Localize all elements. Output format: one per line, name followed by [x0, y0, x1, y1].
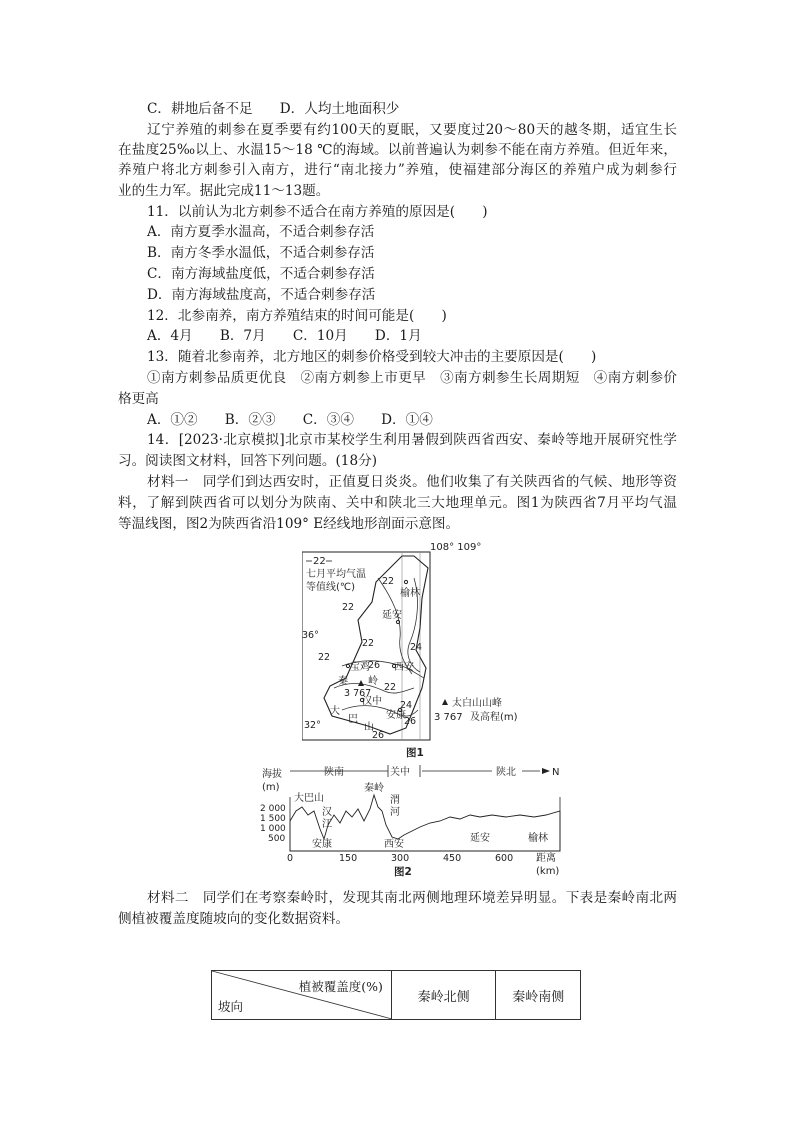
feature-han: 汉: [322, 807, 332, 818]
isotherm-label: 22: [382, 576, 395, 587]
feature-wei: 渭: [390, 795, 400, 806]
y-tick: 1 500: [260, 814, 286, 824]
q11-option-c: C．南方海域盐度低，不适合刺参存活: [147, 266, 375, 282]
x-tick: 450: [443, 853, 462, 864]
question-14-cont: 习。阅读图文材料，回答下列问题。(18分): [118, 453, 377, 469]
peak-elevation: 3 767: [344, 688, 372, 699]
north-arrow-icon: [542, 768, 550, 774]
y-tick: 500: [268, 834, 286, 844]
legend-isotherm-value: 22: [313, 556, 326, 567]
material-1-line-3: 等温线图，图2为陕西省沿109° E经线地形剖面示意图。: [118, 516, 460, 532]
passage-line-1: 辽宁养殖的刺参在夏季要有约100天的夏眠，又要度过20～80天的越冬期，适宜生长: [147, 122, 677, 138]
y-tick: 2 000: [260, 804, 286, 814]
y-axis-label-2: (m): [262, 782, 280, 793]
isotherm-label: 22: [318, 652, 331, 663]
q13-statements-cont: 格更高: [118, 391, 159, 407]
x-axis-label-1: 距离: [536, 853, 556, 864]
city-hanzhong: 汉中: [362, 696, 382, 707]
x-tick: 0: [287, 853, 294, 864]
legend-peak-label-2: 及高程(m): [470, 712, 518, 723]
longitude-labels: 108° 109°: [430, 542, 482, 553]
mountain-ba: 巴: [348, 714, 358, 725]
figure-2-caption: 图2: [394, 866, 412, 878]
q11-option-d: D．南方海域盐度高，不适合刺参存活: [147, 287, 376, 303]
isotherm-label: 26: [404, 716, 417, 727]
q13-options: A．①② B．②③ C．③④ D．①④: [147, 412, 433, 428]
passage-line-4: 业的生力军。据此完成11～13题。: [118, 183, 330, 199]
mountain-shan: 山: [364, 722, 374, 733]
header-qinling-north: 秦岭北侧: [391, 971, 495, 1020]
isotherm-label: 24: [400, 700, 413, 711]
isotherm-label: 22: [362, 638, 375, 649]
q11-option-a: A．南方夏季水温高，不适合刺参存活: [147, 224, 375, 240]
q12-options: A．4月 B．7月 C．10月 D．1月: [147, 328, 422, 344]
question-12: 12．北参南养，南方养殖结束的时间可能是( ): [147, 308, 447, 324]
q13-statements: ①南方刺参品质更优良 ②南方刺参上市更早 ③南方刺参生长周期短 ④南方刺参价: [147, 370, 677, 386]
city-yulin: 榆林: [400, 588, 420, 599]
header-qinling-south: 秦岭南侧: [496, 971, 581, 1020]
material-2-line-2: 侧植被覆盖度随坡向的变化数据资料。: [118, 911, 350, 927]
feature-jiang: 江: [322, 819, 332, 830]
question-11: 11．以前认为北方刺参不适合在南方养殖的原因是( ): [147, 204, 488, 220]
isotherm-label: 22: [384, 682, 397, 693]
y-axis-label-1: 海拔: [262, 769, 282, 780]
feature-ankang: 安康: [312, 839, 332, 850]
x-tick: 600: [495, 853, 514, 864]
city-ankang: 安康: [386, 710, 406, 721]
city-dot: [404, 580, 407, 583]
city-xian: 西安: [394, 662, 414, 673]
legend-peak-elevation: 3 767: [434, 712, 463, 723]
figure-1-isotherm-map: [302, 538, 632, 763]
city-baoji: 宝鸡: [350, 662, 370, 673]
north-label: N: [552, 767, 560, 778]
isotherm-label: 24: [410, 642, 423, 653]
isotherm-label: 26: [368, 660, 381, 671]
latitude-32: 32°: [304, 720, 321, 731]
header-vegetation-cover: 植被覆盖度(%): [298, 979, 383, 994]
material-1-line-2: 料，了解到陕西省可以划分为陕南、关中和陕北三大地理单元。图1为陕西省7月平均气温: [118, 495, 677, 511]
feature-yulin: 榆林: [528, 833, 548, 844]
feature-dabashan: 大巴山: [294, 793, 324, 804]
passage-line-2: 在盐度25‰以上、水温15～18 ℃的海域。以前普遍认为刺参不能在南方养殖。但近年来，: [118, 142, 677, 158]
table-diagonal-header: [212, 971, 392, 1020]
header-slope-aspect: 坡向: [218, 999, 244, 1014]
mountain-qin: 秦: [338, 676, 348, 687]
legend-title-1: 七月平均气温: [306, 569, 366, 580]
region-shaanbei: 陕北: [496, 767, 516, 778]
passage-line-3: 养殖户将北方刺参引入南方，进行“南北接力”养殖，使福建部分海区的养殖户成为刺参行: [118, 162, 677, 178]
option-cd: C．耕地后备不足 D．人均土地面积少: [147, 101, 400, 117]
material-1-line-1: 材料一 同学们到达西安时，正值夏日炎炎。他们收集了有关陕西省的气候、地形等资: [147, 474, 677, 490]
isotherm-label: 22: [342, 602, 355, 613]
feature-qinling: 秦岭: [364, 783, 384, 794]
feature-yanan: 延安: [470, 833, 490, 844]
latitude-36: 36°: [302, 630, 319, 641]
vegetation-table: [211, 970, 581, 1020]
q11-option-b: B．南方冬季水温低，不适合刺参存活: [147, 245, 375, 261]
feature-xian: 西安: [384, 839, 404, 850]
question-14: 14．[2023·北京模拟]北京市某校学生利用暑假到陕西省西安、秦岭等地开展研究性学: [147, 432, 677, 448]
peak-icon: [358, 680, 364, 686]
feature-he: 河: [390, 807, 400, 818]
x-tick: 150: [339, 853, 358, 864]
legend-peak-label-1: 太白山山峰: [452, 698, 502, 709]
mountain-ling: 岭: [368, 676, 378, 687]
city-yanan: 延安: [382, 610, 402, 621]
legend-title-2: 等值线(℃): [306, 582, 356, 593]
x-axis-label-2: (km): [536, 866, 560, 877]
table-header-row: [212, 971, 581, 1020]
isotherm-label: 26: [372, 730, 385, 741]
material-2-line-1: 材料二 同学们在考察秦岭时，发现其南北两侧地理环境差异明显。下表是秦岭南北两: [147, 890, 677, 906]
legend-peak-icon: [442, 699, 448, 705]
mountain-da: 大: [330, 706, 340, 717]
question-13: 13．随着北参南养，北方地区的刺参价格受到较大冲击的主要原因是( ): [147, 349, 597, 365]
y-tick: 1 000: [260, 824, 286, 834]
region-shaannan: 陕南: [324, 767, 344, 778]
figure-1-caption: 图1: [406, 747, 424, 759]
figure-2-terrain-profile: [260, 765, 580, 885]
x-tick: 300: [391, 853, 410, 864]
region-guanzhong: 关中: [390, 767, 410, 778]
